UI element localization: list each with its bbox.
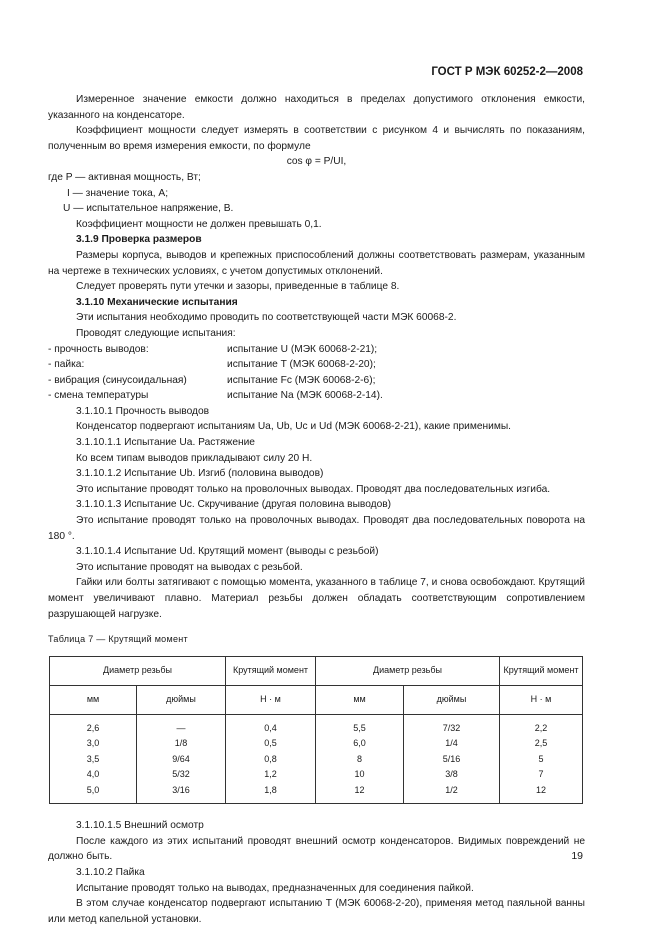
test-reference: испытание Na (МЭК 60068-2-14).: [227, 390, 383, 402]
document-header: ГОСТ Р МЭК 60252-2—2008: [431, 66, 583, 78]
paragraph: Гайки или болты затягивают с помощью момента, указанного в таблице 7, и снова освобождают. Крутящий момент увеличивают плавно. Материал резьбы должен обладать соответствующим сопротивлением разрушающей нагрузке.: [48, 577, 585, 620]
definition-u: U — испытательное напряжение, В.: [63, 203, 234, 215]
paragraph: Эти испытания необходимо проводить по соответствующей части МЭК 60068-2.: [76, 312, 457, 324]
subsection-heading: 3.1.10.2 Пайка: [76, 867, 145, 879]
subsection-heading: 3.1.10.1.1 Испытание Ua. Растяжение: [76, 437, 255, 449]
table-cell: 4,0: [50, 767, 137, 783]
table-cell: 0,8: [226, 752, 316, 768]
subsection-heading: 3.1.10.1.4 Испытание Ud. Крутящий момент (выводы с резьбой): [76, 546, 379, 558]
unit-header: Н · м: [226, 685, 316, 714]
paragraph: Размеры корпуса, выводов и крепежных приспособлений должны соответствовать размерам, указанным на чертеже в технических условиях, с учетом допустимых отклонений.: [48, 249, 585, 277]
table-cell: 0,4: [226, 714, 316, 736]
subsection-heading: 3.1.10.1.2 Испытание Ub. Изгиб (половина выводов): [76, 468, 324, 480]
table-cell: 1,8: [226, 783, 316, 804]
table-cell: 1,2: [226, 767, 316, 783]
definition-p: где P — активная мощность, Вт;: [48, 171, 201, 183]
table-cell: 10: [316, 767, 404, 783]
unit-header: дюймы: [137, 685, 226, 714]
paragraph: В этом случае конденсатор подвергают испытанию T (МЭК 60068-2-20), применяя метод паяльной ванны или метод капельной установки.: [48, 898, 585, 925]
paragraph: Коэффициент мощности не должен превышать 0,1.: [76, 218, 322, 230]
subsection-heading: 3.1.10.1 Прочность выводов: [76, 405, 210, 417]
table-cell: 12: [316, 783, 404, 804]
paragraph: Коэффициент мощности следует измерять в соответствии с рисунком 4 и вычислять по показаниям, полученным во время измерения емкости, по формуле: [48, 125, 585, 152]
formula: cos φ = P/UI,: [286, 156, 347, 168]
table-cell: 9/64: [137, 752, 226, 768]
table-row: [50, 736, 583, 752]
page-number: 19: [571, 850, 583, 862]
table-cell: 12: [500, 783, 583, 804]
page-body: [48, 92, 585, 927]
table-row: [50, 714, 583, 736]
column-header: Крутящий момент: [226, 656, 316, 685]
definition-i: I — значение тока, А;: [67, 187, 169, 199]
test-list-item: [48, 388, 585, 404]
column-header: Диаметр резьбы: [50, 656, 226, 685]
table-cell: —: [137, 714, 226, 736]
paragraph: Это испытание проводят только на проволочных выводах. Проводят два последовательных изгиба.: [76, 483, 551, 495]
table-cell: 5/32: [137, 767, 226, 783]
torque-table: [49, 656, 583, 805]
table-row: [50, 767, 583, 783]
table-cell: 0,5: [226, 736, 316, 752]
test-reference: испытание Fc (МЭК 60068-2-6);: [227, 374, 376, 386]
table-cell: 1/2: [404, 783, 500, 804]
unit-header: Н · м: [500, 685, 583, 714]
table-cell: 7/32: [404, 714, 500, 736]
test-name: - прочность выводов:: [48, 343, 149, 355]
paragraph: Проводят следующие испытания:: [76, 327, 236, 339]
table-cell: 5,5: [316, 714, 404, 736]
unit-header: дюймы: [404, 685, 500, 714]
subsection-heading: 3.1.10.1.3 Испытание Uc. Скручивание (другая половина выводов): [76, 499, 392, 511]
table-cell: 3,5: [50, 752, 137, 768]
unit-header: мм: [50, 685, 137, 714]
table-caption: Таблица 7 — Крутящий момент: [48, 634, 188, 645]
table-units-row: [50, 685, 583, 714]
test-list-item: [48, 342, 585, 358]
table-cell: 6,0: [316, 736, 404, 752]
table-cell: 3,0: [50, 736, 137, 752]
test-list-item: [48, 373, 585, 389]
table-row: [50, 783, 583, 804]
table-cell: 3/16: [137, 783, 226, 804]
table-cell: 3/8: [404, 767, 500, 783]
table-header-row: [50, 656, 583, 685]
table-cell: 7: [500, 767, 583, 783]
column-header: Диаметр резьбы: [316, 656, 500, 685]
paragraph: Ко всем типам выводов прикладывают силу 20 Н.: [76, 452, 313, 464]
test-name: - вибрация (синусоидальная): [48, 374, 187, 386]
section-heading: 3.1.10 Механические испытания: [76, 296, 238, 308]
table-cell: 5,0: [50, 783, 137, 804]
test-reference: испытание T (МЭК 60068-2-20);: [227, 359, 376, 371]
paragraph: Следует проверять пути утечки и зазоры, приведенные в таблице 8.: [76, 281, 400, 293]
paragraph: Конденсатор подвергают испытаниям Ua, Ub, Uc и Ud (МЭК 60068-2-21), какие применимы.: [76, 421, 511, 433]
table-cell: 2,2: [500, 714, 583, 736]
table-cell: 8: [316, 752, 404, 768]
paragraph: Это испытание проводят на выводах с резьбой.: [76, 561, 303, 573]
column-header: Крутящий момент: [500, 656, 583, 685]
table-cell: 1/4: [404, 736, 500, 752]
subsection-heading: 3.1.10.1.5 Внешний осмотр: [76, 820, 204, 832]
paragraph: Измеренное значение емкости должно находиться в пределах допустимого отклонения емкости, указанного на конденсаторе.: [48, 94, 585, 121]
test-name: - смена температуры: [48, 390, 149, 402]
table-cell: 2,5: [500, 736, 583, 752]
test-list-item: [48, 357, 585, 373]
test-reference: испытание U (МЭК 60068-2-21);: [227, 343, 378, 355]
table-cell: 2,6: [50, 714, 137, 736]
test-name: - пайка:: [48, 359, 85, 371]
table-cell: 5: [500, 752, 583, 768]
table-cell: 1/8: [137, 736, 226, 752]
section-heading: 3.1.9 Проверка размеров: [76, 234, 202, 246]
table-row: [50, 752, 583, 768]
unit-header: мм: [316, 685, 404, 714]
paragraph: Испытание проводят только на выводах, предназначенных для соединения пайкой.: [76, 882, 474, 894]
table-cell: 5/16: [404, 752, 500, 768]
paragraph: После каждого из этих испытаний проводят внешний осмотр конденсаторов. Видимых повреждений не должно быть.: [48, 835, 585, 863]
paragraph: Это испытание проводят только на проволочных выводах. Проводят два последовательных поворота на 180 °.: [48, 515, 585, 542]
